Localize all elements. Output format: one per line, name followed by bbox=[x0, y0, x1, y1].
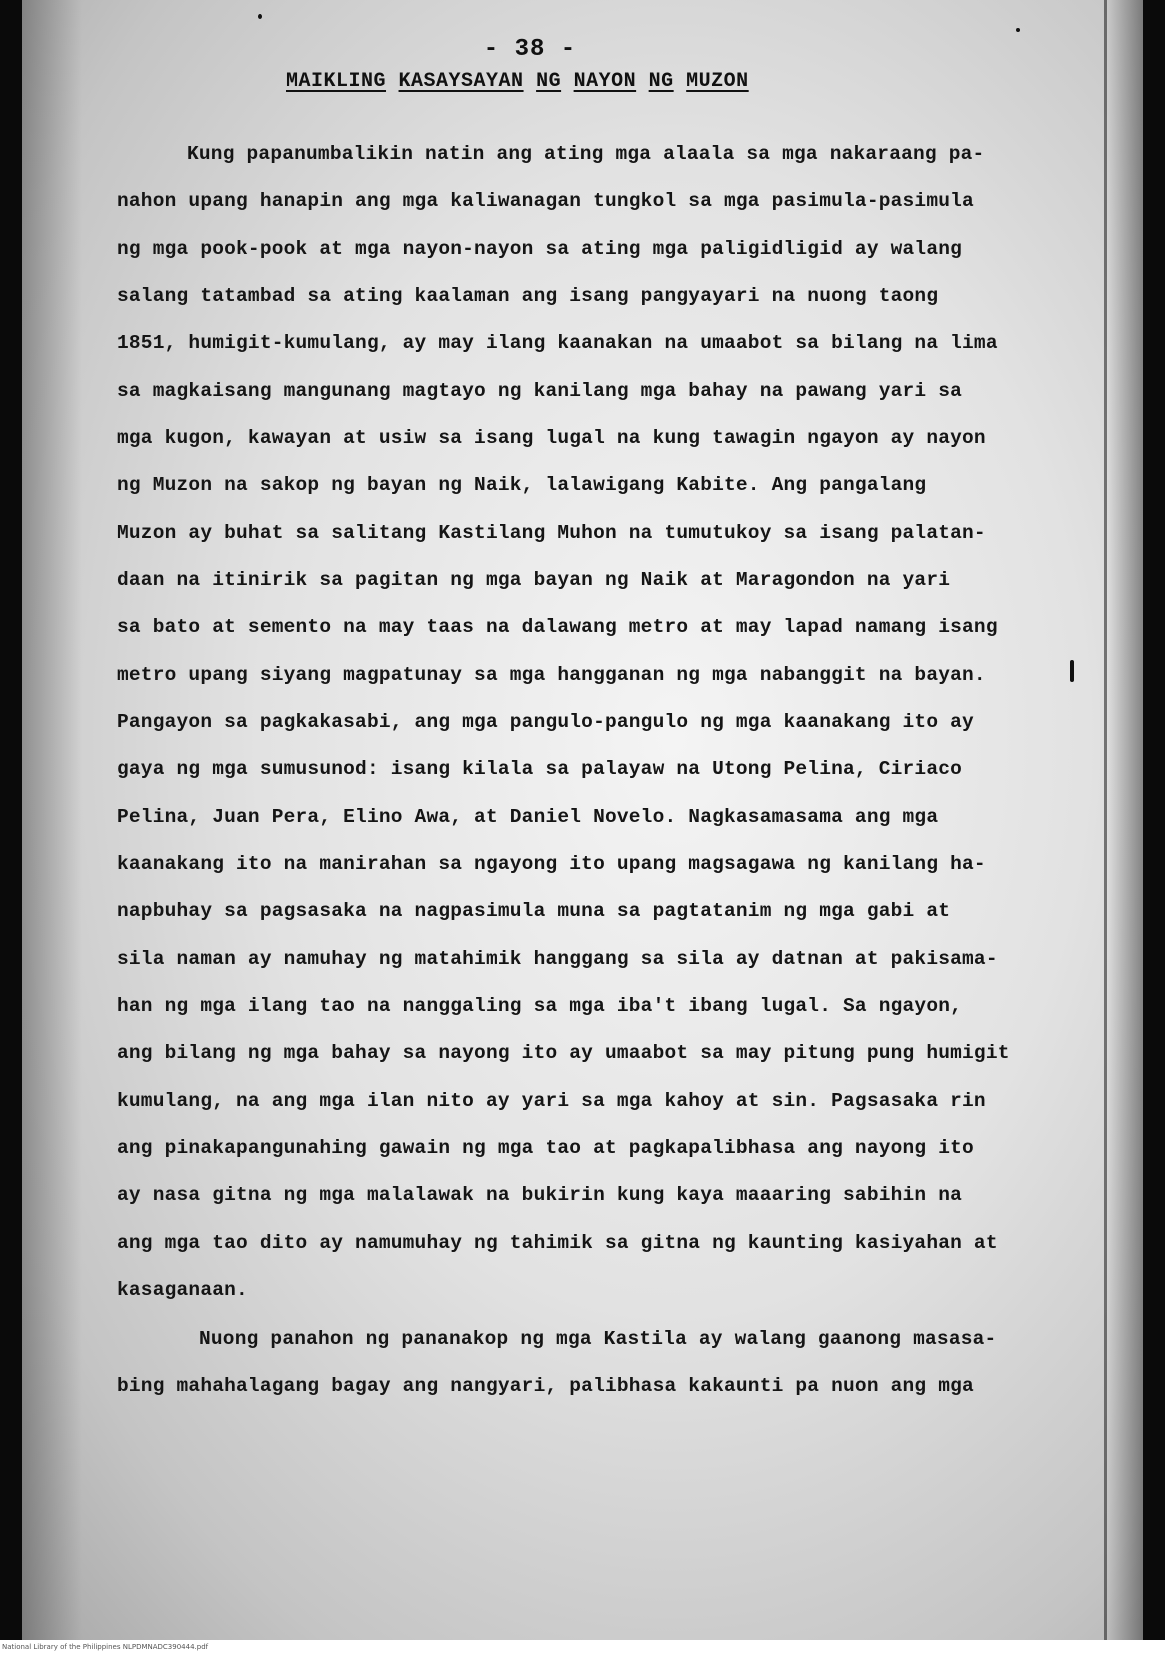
text-line: Nuong panahon ng pananakop ng mga Kastila ay walang gaanong masasa- bbox=[199, 1328, 997, 1350]
text-line: nahon upang hanapin ang mga kaliwanagan tungkol sa mga pasimula-pasimula bbox=[117, 190, 974, 212]
text-line: kasaganaan. bbox=[117, 1279, 248, 1301]
text-line: Muzon ay buhat sa salitang Kastilang Muhon na tumutukoy sa isang palatan- bbox=[117, 522, 986, 544]
text-line: ay nasa gitna ng mga malalawak na bukirin kung kaya maaaring sabihin na bbox=[117, 1184, 963, 1206]
page-number: - 38 - bbox=[483, 36, 577, 63]
text-line: ang pinakapangunahing gawain ng mga tao at pagkapalibhasa ang nayong ito bbox=[117, 1137, 974, 1159]
text-line: daan na itinirik sa pagitan ng mga bayan ng Naik at Maragondon na yari bbox=[117, 569, 951, 591]
text-line: Kung papanumbalikin natin ang ating mga alaala sa mga nakaraang pa- bbox=[187, 143, 985, 165]
text-line: ang bilang ng mga bahay sa nayong ito ay umaabot sa may pitung pung humigit bbox=[117, 1042, 1010, 1064]
text-line: mga kugon, kawayan at usiw sa isang lugal na kung tawagin ngayon ay nayon bbox=[117, 427, 986, 449]
text-line: Pangayon sa pagkakasabi, ang mga pangulo-pangulo ng mga kaanakang ito ay bbox=[117, 711, 974, 733]
text-line: napbuhay sa pagsasaka na nagpasimula muna sa pagtatanim ng mga gabi at bbox=[117, 900, 951, 922]
text-line: kumulang, na ang mga ilan nito ay yari sa mga kahoy at sin. Pagsasaka rin bbox=[117, 1090, 986, 1112]
title-word: MAIKLING bbox=[286, 70, 387, 93]
text-line: gaya ng mga sumusunod: isang kilala sa palayaw na Utong Pelina, Ciriaco bbox=[117, 758, 963, 780]
text-line: 1851, humigit-kumulang, ay may ilang kaanakan na umaabot sa bilang na lima bbox=[117, 332, 998, 354]
text-line: sila naman ay namuhay ng matahimik hanggang sa sila ay datnan at pakisama- bbox=[117, 948, 998, 970]
text-line: metro upang siyang magpatunay sa mga hangganan ng mga nabanggit na bayan. bbox=[117, 664, 986, 686]
text-line: kaanakang ito na manirahan sa ngayong ito upang magsagawa ng kanilang ha- bbox=[117, 853, 986, 875]
text-line: sa bato at semento na may taas na dalawang metro at may lapad namang isang bbox=[117, 616, 998, 638]
footer-source: National Library of the Philippines NLPDMNADC390444.pdf bbox=[2, 1643, 209, 1651]
title-word: KASAYSAYAN bbox=[398, 70, 524, 93]
text-line: sa magkaisang mangunang magtayo ng kanilang mga bahay na pawang yari sa bbox=[117, 380, 963, 402]
title-word: MUZON bbox=[686, 70, 749, 93]
text-line: ang mga tao dito ay namumuhay ng tahimik sa gitna ng kaunting kasiyahan at bbox=[117, 1232, 998, 1254]
title-word: NG bbox=[536, 70, 562, 93]
title-word: NAYON bbox=[573, 70, 637, 93]
title-word: NG bbox=[648, 70, 674, 93]
text-line: han ng mga ilang tao na nanggaling sa mga iba't ibang lugal. Sa ngayon, bbox=[117, 995, 963, 1017]
text-line: ng Muzon na sakop ng bayan ng Naik, lalawigang Kabite. Ang pangalang bbox=[117, 474, 927, 496]
text-line: salang tatambad sa ating kaalaman ang isang pangyayari na nuong taong bbox=[117, 285, 939, 307]
text-line: bing mahahalagang bagay ang nangyari, palibhasa kakaunti pa nuon ang mga bbox=[117, 1375, 974, 1397]
text-line: Pelina, Juan Pera, Elino Awa, at Daniel Novelo. Nagkasamasama ang mga bbox=[117, 806, 939, 828]
text-line: ng mga pook-pook at mga nayon-nayon sa ating mga paligidligid ay walang bbox=[117, 238, 963, 260]
